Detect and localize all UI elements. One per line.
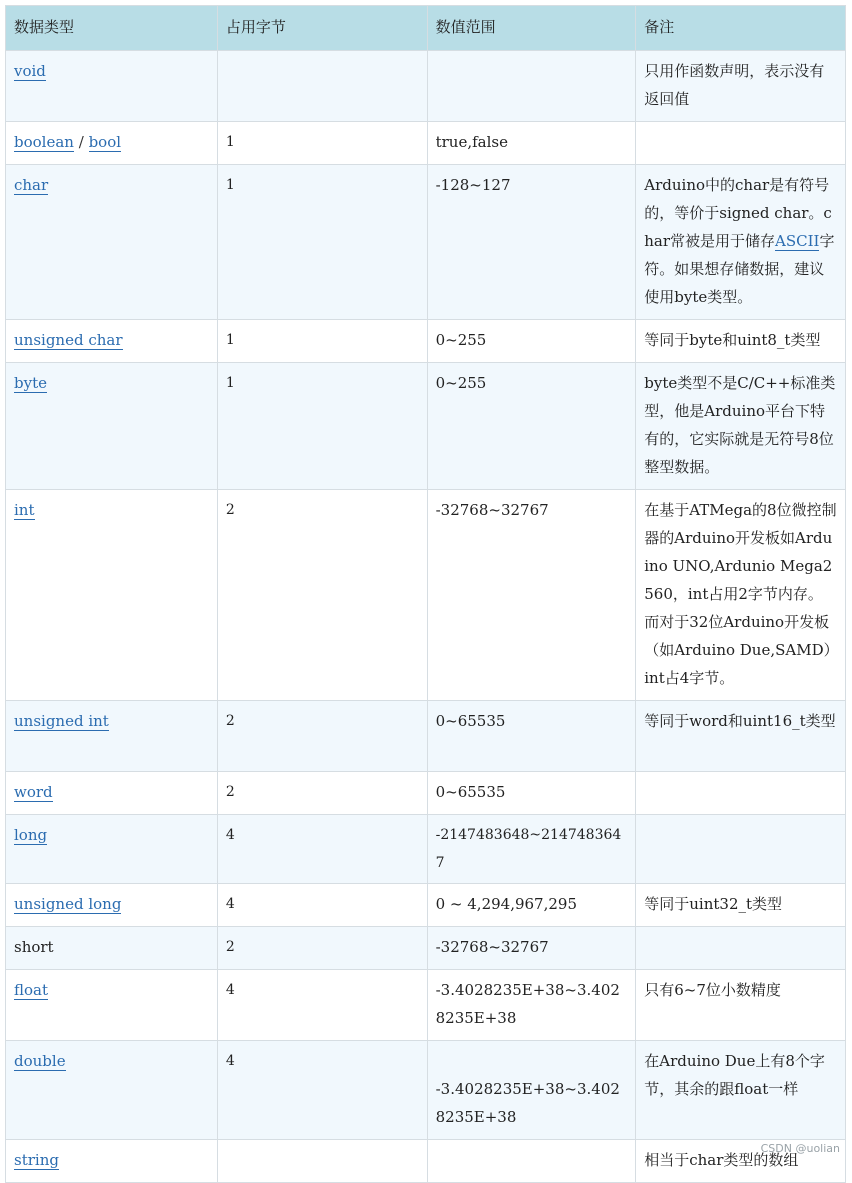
note-text: 字符。如果想存储数据，建议使用byte类型。 (644, 232, 835, 306)
type-cell (6, 122, 218, 165)
range-text: -3.4028235E+38~3.4028235E+38 (435, 1080, 620, 1126)
bytes-cell: 1 (217, 122, 427, 165)
type-cell (6, 1140, 218, 1183)
note-cell: byte类型不是C/C++标准类型，他是Arduino平台下特有的，它实际就是无符号8位整型数据。 (636, 363, 846, 490)
range-cell: -128~127 (427, 165, 636, 320)
bytes-cell: 1 (217, 320, 427, 363)
type-cell (6, 884, 218, 927)
bytes-cell: 4 (217, 1041, 427, 1140)
table-row (6, 815, 846, 884)
watermark: CSDN @uolian (760, 1142, 840, 1155)
type-link-word[interactable]: word (14, 783, 53, 801)
header-bytes: 占用字节 (217, 6, 427, 51)
note-cell: 等同于word和uint16_t类型 (636, 701, 846, 772)
type-link-unsigned-long[interactable]: unsigned long (14, 895, 122, 913)
type-link-int[interactable]: int (14, 501, 35, 519)
range-cell: true,false (427, 122, 636, 165)
type-link-boolean[interactable]: boolean (14, 133, 74, 151)
table-row (6, 1041, 846, 1140)
table-row (6, 122, 846, 165)
note-cell (636, 815, 846, 884)
type-link-string[interactable]: string (14, 1151, 59, 1169)
note-cell (636, 927, 846, 970)
note-cell: 在Arduino Due上有8个字节，其余的跟float一样 (636, 1041, 846, 1140)
table-row (6, 970, 846, 1041)
table-row (6, 490, 846, 701)
type-link-void[interactable]: void (14, 62, 46, 80)
type-cell (6, 51, 218, 122)
note-cell (636, 122, 846, 165)
bytes-cell: 1 (217, 363, 427, 490)
ascii-link[interactable]: ASCII (775, 232, 820, 250)
type-link-bool[interactable]: bool (88, 133, 122, 151)
type-separator: / (78, 133, 84, 151)
bytes-cell: 4 (217, 884, 427, 927)
table-row (6, 51, 846, 122)
bytes-cell: 4 (217, 815, 427, 884)
table-row (6, 1140, 846, 1183)
data-type-table (5, 5, 846, 1183)
header-range: 数值范围 (427, 6, 636, 51)
table-row (6, 363, 846, 490)
note-cell (636, 165, 846, 320)
type-cell (6, 363, 218, 490)
note-cell: 在基于ATMega的8位微控制器的Arduino开发板如Arduino UNO,Ardunio Mega2560，int占用2字节内存。而对于32位Arduino开发板（如Arduino Due,SAMD）int占4字节。 (636, 490, 846, 701)
range-cell (427, 1041, 636, 1140)
range-cell: 0~255 (427, 320, 636, 363)
type-link-unsigned-char[interactable]: unsigned char (14, 331, 123, 349)
note-cell: 等同于uint32_t类型 (636, 884, 846, 927)
range-cell: 0 ~ 4,294,967,295 (427, 884, 636, 927)
type-link-char[interactable]: char (14, 176, 49, 194)
table-row (6, 772, 846, 815)
note-cell: 相当于char类型的数组 (636, 1140, 846, 1183)
range-cell: -32768~32767 (427, 927, 636, 970)
type-link-double[interactable]: double (14, 1052, 66, 1070)
type-link-byte[interactable]: byte (14, 374, 47, 392)
note-cell: 等同于byte和uint8_t类型 (636, 320, 846, 363)
table-header-row (6, 6, 846, 51)
header-type: 数据类型 (6, 6, 218, 51)
table-row (6, 927, 846, 970)
type-cell (6, 1041, 218, 1140)
range-cell: 0~65535 (427, 701, 636, 772)
table-row (6, 320, 846, 363)
type-cell (6, 490, 218, 701)
bytes-cell: 4 (217, 970, 427, 1041)
type-link-long[interactable]: long (14, 826, 48, 844)
range-cell: -3.4028235E+38~3.4028235E+38 (427, 970, 636, 1041)
range-cell: 0~255 (427, 363, 636, 490)
bytes-cell: 2 (217, 772, 427, 815)
range-cell: -2147483648~2147483647 (427, 815, 636, 884)
type-cell (6, 701, 218, 772)
table-row (6, 701, 846, 772)
range-cell (427, 51, 636, 122)
table-row (6, 165, 846, 320)
type-link-unsigned-int[interactable]: unsigned int (14, 712, 109, 730)
table-row (6, 884, 846, 927)
note-text: Arduino中的char是有符号的，等价于signed char。char常被是用于储存 (644, 176, 832, 250)
note-cell: 只用作函数声明，表示没有返回值 (636, 51, 846, 122)
bytes-cell: 1 (217, 165, 427, 320)
bytes-cell: 2 (217, 927, 427, 970)
type-cell (6, 320, 218, 363)
range-cell: 0~65535 (427, 772, 636, 815)
type-cell (6, 970, 218, 1041)
header-note: 备注 (636, 6, 846, 51)
bytes-cell (217, 1140, 427, 1183)
bytes-cell (217, 51, 427, 122)
type-cell (6, 165, 218, 320)
type-cell: short (6, 927, 218, 970)
note-cell (636, 772, 846, 815)
type-cell (6, 772, 218, 815)
note-cell: 只有6~7位小数精度 (636, 970, 846, 1041)
type-link-float[interactable]: float (14, 981, 49, 999)
bytes-cell: 2 (217, 490, 427, 701)
type-cell (6, 815, 218, 884)
range-cell: -32768~32767 (427, 490, 636, 701)
bytes-cell: 2 (217, 701, 427, 772)
range-cell (427, 1140, 636, 1183)
